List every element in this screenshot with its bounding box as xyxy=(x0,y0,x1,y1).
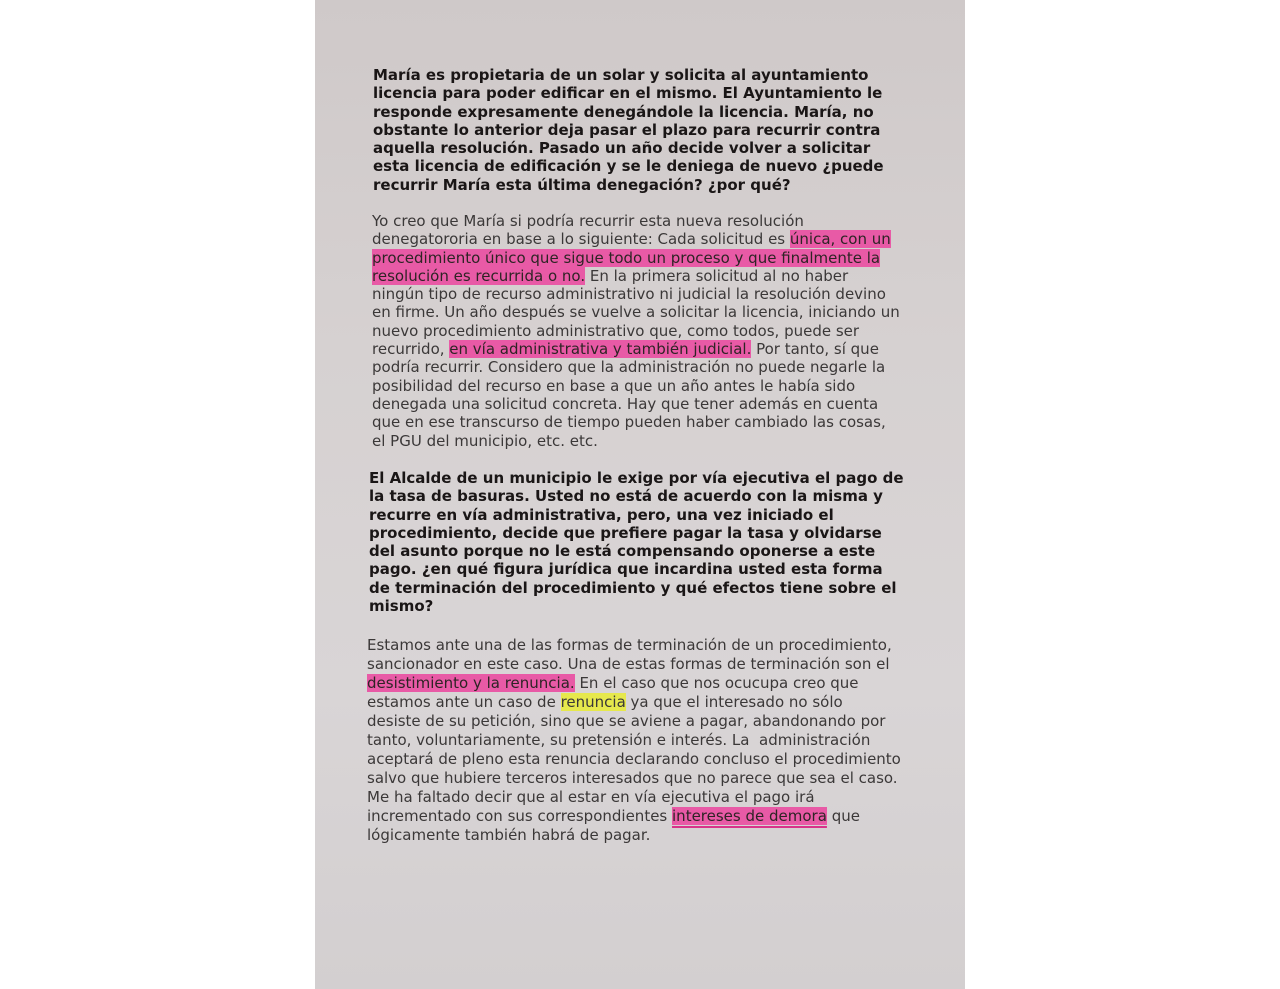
answer-1-line: denegada una solicitud concreta. Hay que tener además en cuenta xyxy=(372,394,879,413)
answer-2-line: Estamos ante una de las formas de terminación de un procedimiento, xyxy=(367,636,892,654)
pink-highlight: resolución es recurrida o no. xyxy=(372,266,586,285)
question-2-line: del asunto porque no le está compensando oponerse a este xyxy=(369,542,876,561)
question-1-line: María es propietaria de un solar y solicita al ayuntamiento xyxy=(373,66,869,84)
answer-1-line: el PGU del municipio, etc. etc. xyxy=(372,431,598,450)
question-1 xyxy=(315,66,965,194)
answer-1-line: Yo creo que María si podría recurrir esta nueva resolución xyxy=(372,212,804,230)
question-1-line: obstante lo anterior deja pasar el plazo para recurrir contra xyxy=(373,120,881,139)
answer-1-line: ningún tipo de recurso administrativo ni judicial la resolución devino xyxy=(372,285,886,304)
answer-2-line: tanto, voluntariamente, su pretensión e interés. La administración xyxy=(367,731,871,749)
question-2-line: de terminación del procedimiento y qué efectos tiene sobre el xyxy=(369,578,897,597)
answer-1-line xyxy=(372,230,965,248)
pink-highlight: desistimiento y la renuncia. xyxy=(367,674,575,692)
answer-1-line xyxy=(372,267,965,285)
answer-2-text: ya que el interesado no sólo xyxy=(625,693,843,711)
pink-highlight: en vía administrativa y también judicial. xyxy=(449,340,752,359)
question-1-line: licencia para poder edificar en el mismo. El Ayuntamiento le xyxy=(373,84,883,103)
question-2-line: procedimiento, decide que prefiere pagar la tasa y olvidarse xyxy=(369,523,882,542)
pink-highlight: intereses de demora xyxy=(672,807,827,825)
scanned-page xyxy=(315,0,965,989)
yellow-highlight: renuncia xyxy=(560,693,626,711)
answer-1-text: recurrido, xyxy=(372,340,450,359)
answer-1-line xyxy=(372,249,965,267)
answer-1-text: En la primera solicitud al no haber xyxy=(585,266,849,285)
answer-2-line: aceptará de pleno esta renuncia declarando concluso el procedimiento xyxy=(367,750,901,768)
question-1-line: responde expresamente denegándole la licencia. María, no xyxy=(373,102,874,121)
pink-highlight: procedimiento único que sigue todo un proceso y que finalmente la xyxy=(372,248,881,267)
answer-1-line: posibilidad del recurso en base a que un año antes le había sido xyxy=(372,376,856,395)
answer-2-line: Me ha faltado decir que al estar en vía ejecutiva el pago irá xyxy=(367,788,815,806)
question-1-line: recurrir María esta última denegación? ¿por qué? xyxy=(373,175,791,194)
answer-2-line xyxy=(367,693,965,712)
answer-2-line: lógicamente también habrá de pagar. xyxy=(367,826,651,844)
question-2-line: la tasa de basuras. Usted no está de acuerdo con la misma y xyxy=(369,487,883,506)
question-2-line: mismo? xyxy=(369,597,434,616)
answer-1-line: nuevo procedimiento administrativo que, como todos, puede ser xyxy=(372,321,860,340)
answer-2-text: que xyxy=(826,807,860,825)
pink-highlight: única, con un xyxy=(789,230,891,249)
answer-2-line xyxy=(367,807,965,826)
answer-2-text: estamos ante un caso de xyxy=(367,693,561,711)
answer-1 xyxy=(315,212,965,450)
answer-1-text: Por tanto, sí que xyxy=(751,340,879,359)
question-2 xyxy=(315,469,965,615)
answer-1-line xyxy=(372,340,965,358)
answer-2-line xyxy=(367,674,965,693)
question-1-line: aquella resolución. Pasado un año decide volver a solicitar xyxy=(373,139,871,158)
answer-2 xyxy=(315,636,965,845)
answer-1-line: podría recurrir. Considero que la administración no puede negarle la xyxy=(372,358,886,377)
answer-2-line: salvo que hubiere terceros interesados que no parece que sea el caso. xyxy=(367,769,898,787)
answer-1-line: en firme. Un año después se vuelve a solicitar la licencia, iniciando un xyxy=(372,303,900,322)
question-1-line: esta licencia de edificación y se le deniega de nuevo ¿puede xyxy=(373,157,884,176)
answer-1-line: que en ese transcurso de tiempo pueden haber cambiado las cosas, xyxy=(372,413,886,432)
answer-1-text: denegatororia en base a lo siguiente: Cada solicitud es xyxy=(372,230,790,249)
question-2-line: recurre en vía administrativa, pero, una vez iniciado el xyxy=(369,505,834,524)
answer-2-text: incrementado con sus correspondientes xyxy=(367,807,673,825)
answer-2-text: En el caso que nos ocucupa creo que xyxy=(574,674,859,692)
answer-2-line: sancionador en este caso. Una de estas formas de terminación son el xyxy=(367,655,890,673)
question-2-line: pago. ¿en qué figura jurídica que incardina usted esta forma xyxy=(369,560,883,579)
question-2-line: El Alcalde de un municipio le exige por vía ejecutiva el pago de xyxy=(369,469,904,487)
answer-2-line: desiste de su petición, sino que se aviene a pagar, abandonando por xyxy=(367,712,886,730)
